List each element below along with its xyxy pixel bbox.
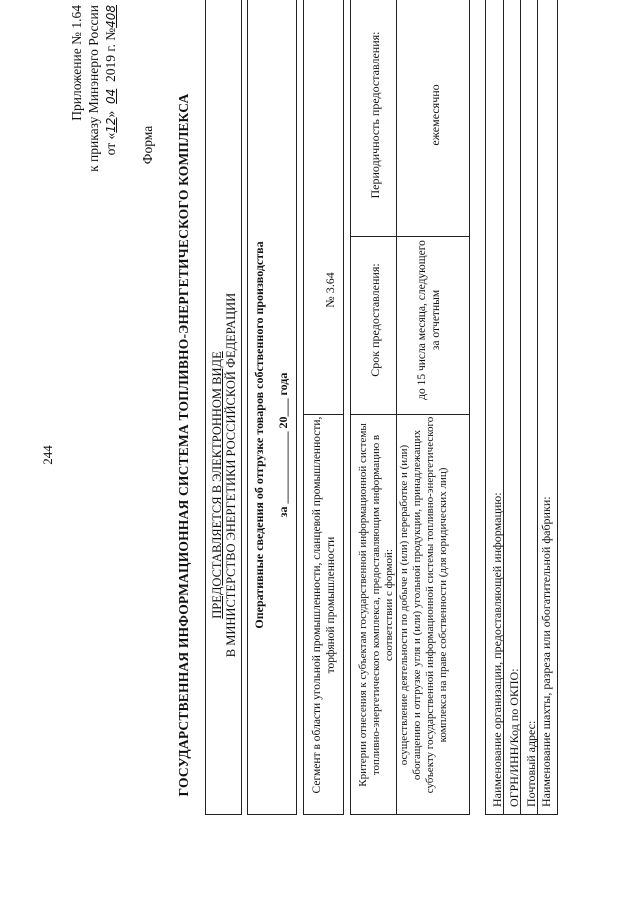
box5-left-border xyxy=(485,814,557,815)
box2-bottom-border xyxy=(296,0,297,815)
appendix-date-mid: » xyxy=(103,110,118,118)
box2-top-border xyxy=(247,0,248,815)
box3-top-border xyxy=(303,0,304,815)
form-label: Форма xyxy=(140,125,155,165)
box2-left-border xyxy=(247,814,296,815)
appendix-line-1: Приложение № 1.64 xyxy=(69,5,84,121)
box4-bottom-border xyxy=(469,0,470,815)
periodicity-header: Периодичность предоставления: xyxy=(368,31,382,199)
box5-top-border xyxy=(485,0,486,815)
box3-bottom-border xyxy=(343,0,344,815)
org-name-field: Наименование организации, предоставляющей информацию: xyxy=(490,492,504,807)
box5-bottom-border xyxy=(557,0,558,815)
appendix-order-number: 408 xyxy=(104,5,118,28)
deadline-header: Срок предоставления: xyxy=(368,263,382,377)
criteria-header: Критерии отнесения к субъектам государственной информационной системы топливно-энергетического комплекса, предоставляющим информацию в соответствии с формой: xyxy=(357,423,395,787)
box1-top-border xyxy=(205,0,206,815)
box3-left-border xyxy=(303,814,343,815)
delivery-line-1: ПРЕДОСТАВЛЯЕТСЯ В ЭЛЕКТРОННОМ ВИДЕ xyxy=(210,351,224,619)
address-field: Почтовый адрес: xyxy=(524,720,538,807)
criteria-body: осуществление деятельности по добыче и (или) переработке и (или) обогащению и отгрузке угля и (или) угольной продукции, принадлежащих субъекту государственной информационной системы топливно-энергетического комплекса на праве собственности (для юридических лиц) xyxy=(398,416,449,794)
box1-left-border xyxy=(205,814,241,815)
box4-left-border xyxy=(350,814,469,815)
appendix-day: 12 xyxy=(104,117,118,133)
appendix-year: 2019 г. № xyxy=(103,27,118,82)
appendix-date-prefix: от « xyxy=(103,132,118,156)
appendix-month: 04 xyxy=(104,88,118,104)
box4-header-separator xyxy=(396,0,397,815)
form-number: № 3.64 xyxy=(323,272,337,308)
main-title: ГОСУДАРСТВЕННАЯ ИНФОРМАЦИОННАЯ СИСТЕМА ТОПЛИВНО-ЭНЕРГЕТИЧЕСКОГО КОМПЛЕКСА xyxy=(176,93,191,797)
ogrn-field: ОГРН/ИНН/Код по ОКПО: xyxy=(507,668,521,807)
mine-name-field: Наименование шахты, разреза или обогатительной фабрики: xyxy=(539,496,553,807)
box1-bottom-border xyxy=(241,0,242,815)
page-number: 244 xyxy=(40,445,55,465)
segment-text: Сегмент в области угольной промышленности, сланцевой промышленности, торфяной промышленности xyxy=(311,416,337,794)
report-title: Оперативные сведения об отгрузке товаров собственного производства xyxy=(252,241,266,629)
delivery-line-2: В МИНИСТЕРСТВО ЭНЕРГЕТИКИ РОССИЙСКОЙ ФЕДЕРАЦИИ xyxy=(224,292,238,658)
appendix-line-2: к приказу Минэнерго России xyxy=(86,5,101,172)
appendix-block xyxy=(68,5,120,205)
appendix-line-3 xyxy=(102,5,120,205)
deadline-body: до 15 числа месяца, следующего за отчетным xyxy=(416,240,442,400)
periodicity-body: ежемесячно xyxy=(428,84,442,146)
box4-top-border xyxy=(350,0,351,815)
report-period: за ____________ 20___ года xyxy=(276,372,290,518)
